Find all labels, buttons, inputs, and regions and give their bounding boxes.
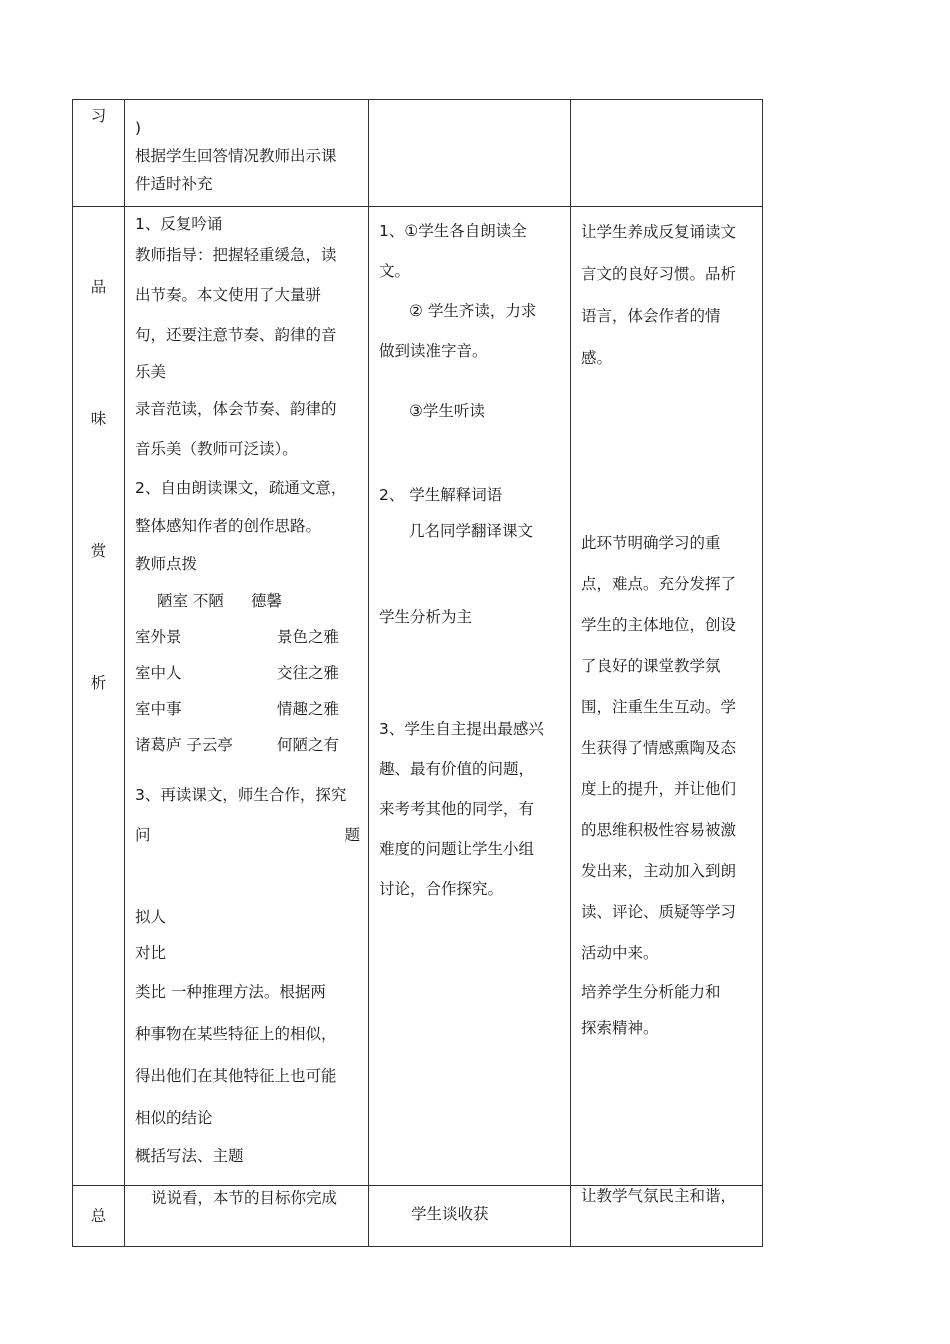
purpose-cell	[571, 100, 763, 207]
purpose-cell	[571, 1186, 763, 1247]
point-term: 陋室 不陋	[157, 592, 224, 610]
student-cell	[369, 1186, 571, 1247]
text-line: 发出来，主动加入到朗	[581, 862, 737, 880]
text-line: 3、再读课文，师生合作，探究	[135, 786, 347, 804]
text-line: 让学生养成反复诵读文	[581, 223, 737, 241]
text-line: 学生的主体地位，创设	[581, 616, 737, 634]
section-title: 1、反复吟诵	[135, 215, 223, 233]
key-point-row	[135, 583, 360, 619]
lesson-plan-table	[72, 99, 763, 1247]
purpose-cell	[571, 207, 763, 1186]
text-line: 来考考其他的同学，有	[379, 800, 535, 818]
text-line: 概括写法、主题	[135, 1147, 244, 1165]
stage-label: 总	[90, 1207, 107, 1225]
key-points	[135, 583, 360, 763]
text-line: 探索精神。	[581, 1019, 659, 1037]
text-line: 得出他们在其他特征上也可能	[135, 1067, 337, 1085]
teacher-cell	[125, 100, 369, 207]
point-meaning: 何陋之有	[277, 736, 340, 754]
text-line	[135, 815, 360, 855]
text-line: ② 学生齐读，力求	[409, 302, 537, 320]
text-line: 件适时补充	[135, 175, 213, 193]
text-line: 对比	[135, 944, 167, 962]
point-term: 室中人	[135, 664, 182, 682]
stage-cell	[73, 100, 125, 207]
stage-cell	[73, 207, 125, 1186]
stage-char: 品	[90, 278, 107, 296]
text-line: 学生分析为主	[379, 608, 473, 626]
text-line: ③学生听读	[409, 402, 485, 420]
text-line: 出节奏。本文使用了大量骈	[135, 286, 322, 304]
text-line: 录音范读，体会节奏、韵律的	[135, 400, 337, 418]
table-row	[73, 100, 763, 207]
point-term: 诸葛庐 子云亭	[135, 736, 233, 754]
text-line: 文。	[379, 262, 411, 280]
text-line: 度上的提升，并让他们	[581, 780, 737, 798]
text-line: 活动中来。	[581, 944, 659, 962]
text-line: 拟人	[135, 908, 167, 926]
text-line: 相似的结论	[135, 1109, 213, 1127]
text-line: 句，还要注意节奏、韵律的音	[135, 326, 337, 344]
text-fragment: 问	[135, 826, 151, 844]
text-line: 语言，体会作者的情	[581, 307, 721, 325]
table-row	[73, 207, 763, 1186]
text-line: 言文的良好习惯。品析	[581, 265, 737, 283]
student-cell	[369, 207, 571, 1186]
key-point-row	[135, 655, 360, 691]
text-line: 点，难点。充分发挥了	[581, 575, 737, 593]
text-line: 2、 学生解释词语	[379, 486, 503, 504]
text-line: 难度的问题让学生小组	[379, 840, 535, 858]
text-line: 类比 一种推理方法。根据两	[135, 983, 326, 1001]
text-line: 生获得了情感熏陶及态	[581, 739, 737, 757]
teacher-cell	[125, 1186, 369, 1247]
text-line: 读、评论、质疑等学习	[581, 903, 737, 921]
text-line: 让教学气氛民主和谐，	[581, 1187, 737, 1205]
point-term: 室外景	[135, 628, 182, 646]
text-line: 根据学生回答情况教师出示课	[135, 147, 337, 165]
text-line: 围，注重生生互动。学	[581, 698, 737, 716]
text-line: 几名同学翻译课文	[409, 522, 534, 540]
table-row	[73, 1186, 763, 1247]
key-point-row	[135, 691, 360, 727]
text-line: 整体感知作者的创作思路。	[135, 517, 322, 535]
text-line: 做到读准字音。	[379, 342, 488, 360]
text-line: 1、①学生各自朗读全	[379, 222, 527, 240]
stage-label: 习	[90, 107, 107, 125]
text-line: )	[135, 119, 142, 137]
point-meaning: 德馨	[251, 592, 283, 610]
text-line: 音乐美（教师可泛读）。	[135, 440, 298, 458]
stage-cell	[73, 1186, 125, 1247]
text-line: 3、学生自主提出最感兴	[379, 720, 544, 738]
point-term: 室中事	[135, 700, 182, 718]
text-line: 感。	[581, 349, 613, 367]
text-line: 了良好的课堂教学氛	[581, 657, 721, 675]
text-line: 培养学生分析能力和	[581, 983, 721, 1001]
point-meaning: 交往之雅	[277, 664, 340, 682]
text-line: 此环节明确学习的重	[581, 534, 721, 552]
text-line: 教师点拨	[135, 555, 198, 573]
point-meaning: 情趣之雅	[277, 700, 340, 718]
key-point-row	[135, 619, 360, 655]
text-line: 说说看，本节的目标你完成	[151, 1189, 338, 1207]
text-fragment: 题	[344, 826, 360, 844]
text-line: 2、自由朗读课文，疏通文意，	[135, 479, 347, 497]
key-point-row	[135, 727, 360, 763]
text-line: 趣、最有价值的问题，	[379, 760, 535, 778]
text-line: 讨论，合作探究。	[379, 880, 504, 898]
stage-char: 赏	[90, 542, 107, 560]
teacher-cell	[125, 207, 369, 1186]
student-cell	[369, 100, 571, 207]
stage-char: 析	[90, 674, 107, 692]
text-line: 学生谈收获	[411, 1205, 489, 1223]
text-line: 的思维积极性容易被激	[581, 821, 737, 839]
text-line: 种事物在某些特征上的相似，	[135, 1025, 337, 1043]
text-line: 教师指导：把握轻重缓急，读	[135, 246, 337, 264]
point-meaning: 景色之雅	[277, 628, 340, 646]
text-line: 乐美	[135, 363, 167, 381]
stage-char: 味	[90, 410, 107, 428]
